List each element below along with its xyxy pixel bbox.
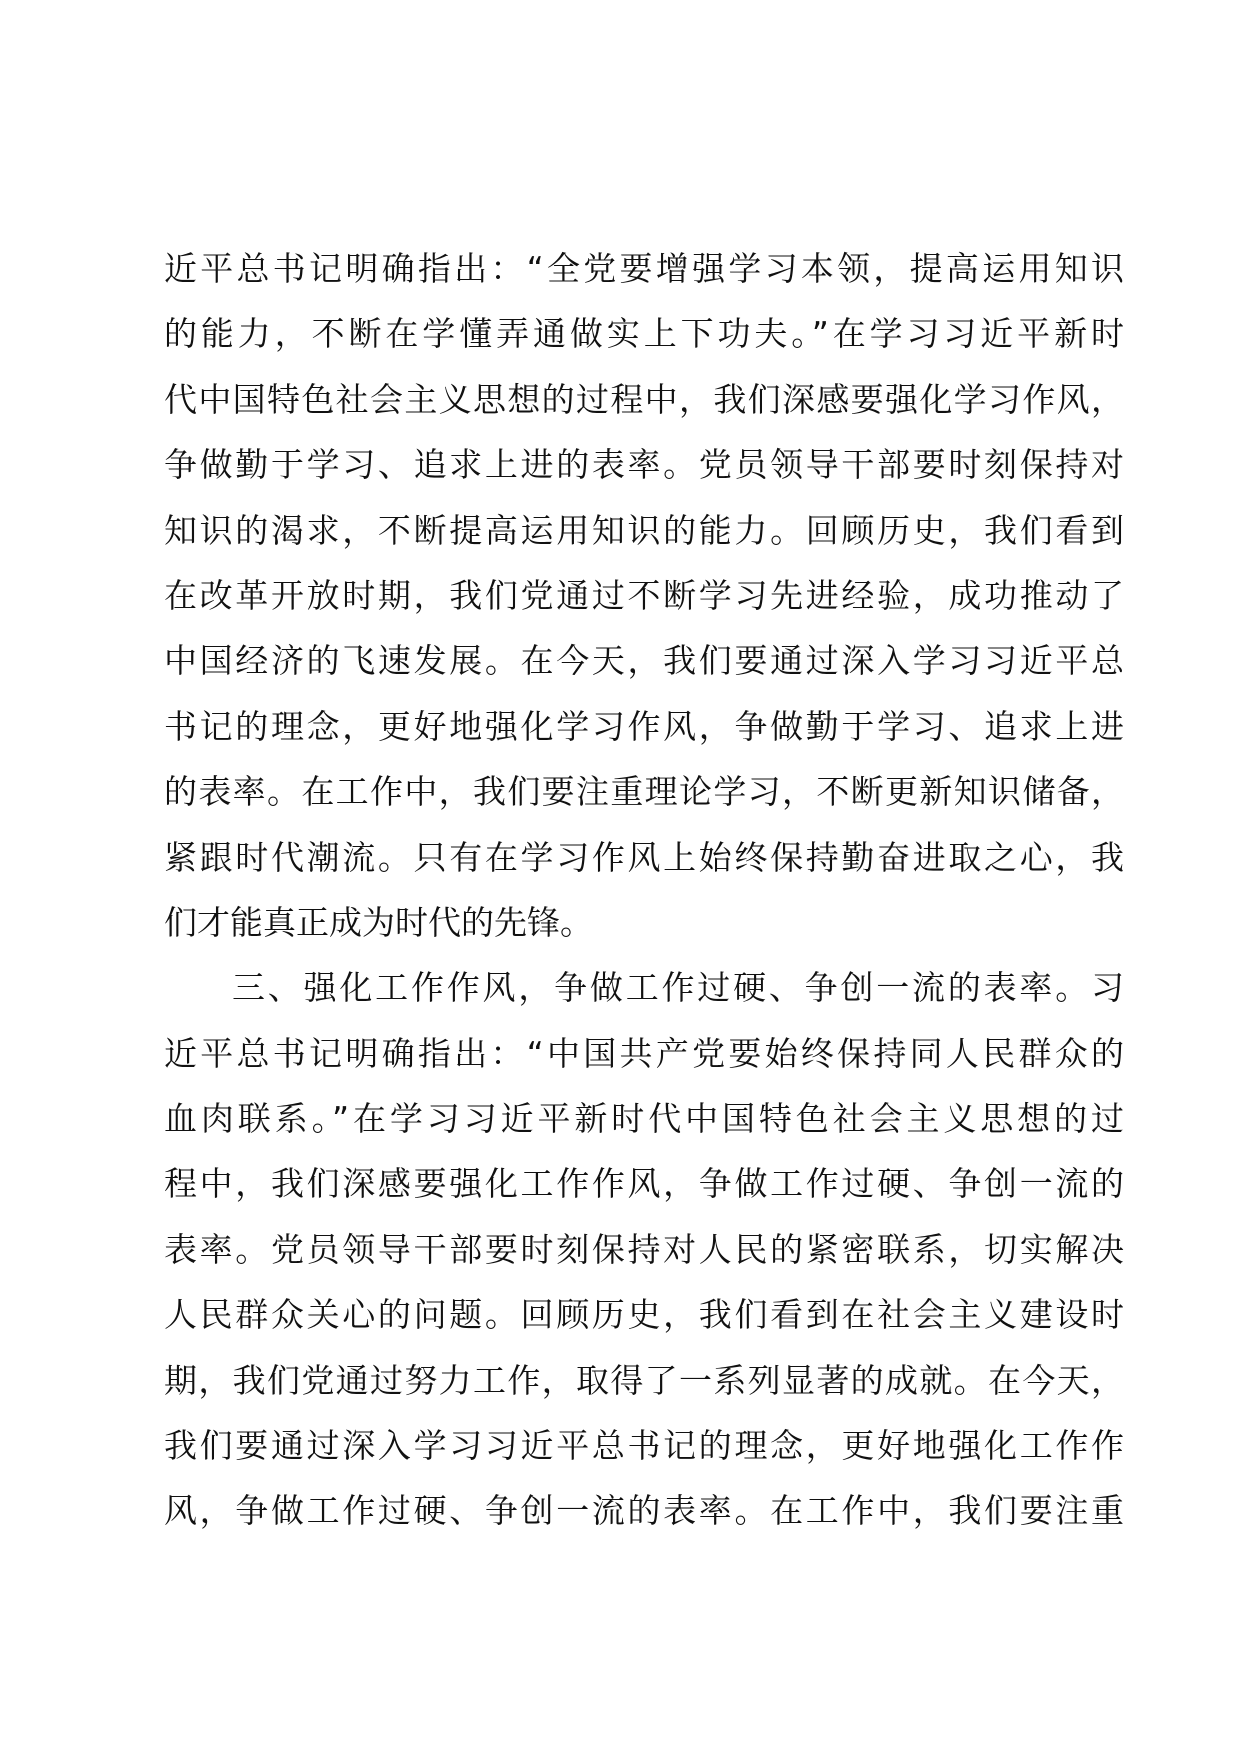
text-line: 的表率。在工作中，我们要注重理论学习，不断更新知识储备， <box>164 772 1124 812</box>
text-line: 程中，我们深感要强化工作作风，争做工作过硬、争创一流的 <box>164 1164 1124 1204</box>
text-line: 表率。党员领导干部要时刻保持对人民的紧密联系，切实解决 <box>164 1229 1124 1269</box>
text-line: 血肉联系。”在学习习近平新时代中国特色社会主义思想的过 <box>164 1099 1124 1139</box>
text-line: 近平总书记明确指出：“中国共产党要始终保持同人民群众的 <box>164 1033 1124 1073</box>
text-line: 期，我们党通过努力工作，取得了一系列显著的成就。在今天， <box>164 1360 1124 1400</box>
text-line: 在改革开放时期，我们党通过不断学习先进经验，成功推动了 <box>164 575 1124 615</box>
text-line: 中国经济的飞速发展。在今天，我们要通过深入学习习近平总 <box>164 641 1124 681</box>
section-heading-line: 三、强化工作作风，争做工作过硬、争创一流的表率。习 <box>232 968 1124 1008</box>
text-line: 知识的渴求，不断提高运用知识的能力。回顾历史，我们看到 <box>164 510 1124 550</box>
text-line: 近平总书记明确指出：“全党要增强学习本领，提高运用知识 <box>164 249 1124 288</box>
text-line: 风，争做工作过硬、争创一流的表率。在工作中，我们要注重 <box>164 1491 1124 1531</box>
text-line: 代中国特色社会主义思想的过程中，我们深感要强化学习作风， <box>164 379 1124 419</box>
text-line: 争做勤于学习、追求上进的表率。党员领导干部要时刻保持对 <box>164 445 1124 485</box>
text-line: 人民群众关心的问题。回顾历史，我们看到在社会主义建设时 <box>164 1295 1124 1335</box>
paragraph-last-line: 们才能真正成为时代的先锋。 <box>164 902 593 942</box>
text-line: 书记的理念，更好地强化学习作风，争做勤于学习、追求上进 <box>164 706 1124 746</box>
body-text <box>164 236 1124 1544</box>
text-line: 我们要通过深入学习习近平总书记的理念，更好地强化工作作 <box>164 1426 1124 1466</box>
text-line: 的能力，不断在学懂弄通做实上下功夫。”在学习习近平新时 <box>164 314 1124 354</box>
text-line: 紧跟时代潮流。只有在学习作风上始终保持勤奋进取之心，我 <box>164 837 1124 877</box>
